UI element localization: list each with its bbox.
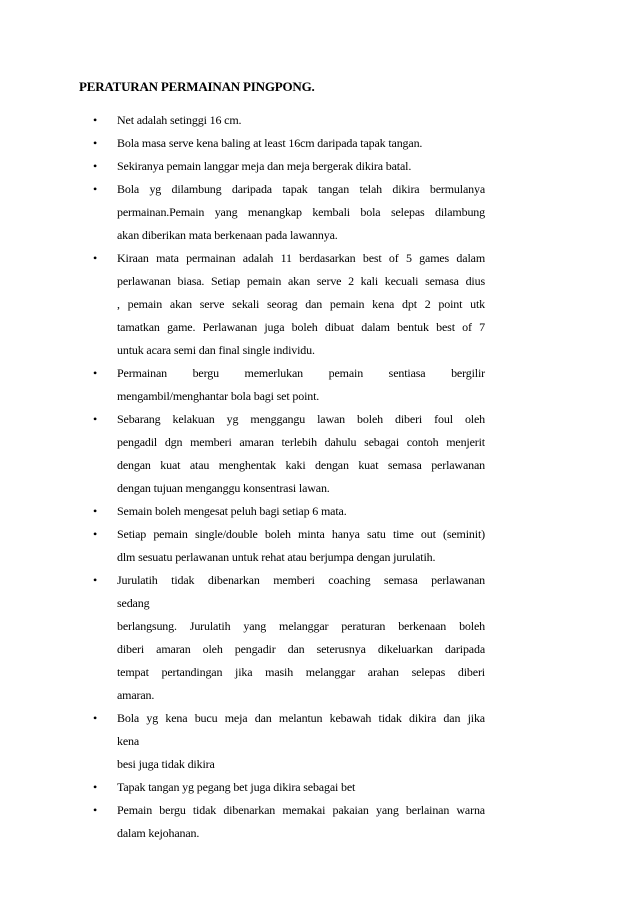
list-item-text-line: sedang xyxy=(117,596,150,610)
list-item xyxy=(93,707,485,776)
bullet-icon: • xyxy=(93,527,98,541)
list-item-text-line: untuk acara semi dan final single individu. xyxy=(117,343,315,357)
list-item-text-line: berlangsung. Jurulatih yang melanggar peraturan berkenaan boleh xyxy=(117,619,485,633)
bullet-icon: • xyxy=(93,780,98,794)
list-item-text-line: Pemain bergu tidak dibenarkan memakai pakaian yang berlainan warna xyxy=(117,803,485,817)
list-item-text-line: dalam kejohanan. xyxy=(117,826,200,840)
list-item-text-line: tamatkan game. Perlawanan juga boleh dibuat dalam bentuk best of 7 xyxy=(117,320,485,334)
list-item xyxy=(93,523,485,569)
list-item-text-line: Tapak tangan yg pegang bet juga dikira sebagai bet xyxy=(117,780,356,794)
list-item-text-line: Bola yg kena bucu meja dan melantun kebawah tidak dikira dan jika xyxy=(117,711,485,725)
bullet-icon: • xyxy=(93,182,98,196)
list-item-text-line: perlawanan biasa. Setiap pemain akan serve 2 kali kecuali semasa dius xyxy=(117,274,485,288)
list-item xyxy=(93,776,485,799)
list-item xyxy=(93,500,485,523)
list-item-text-line: kena xyxy=(117,734,140,748)
list-item xyxy=(93,799,485,845)
list-item xyxy=(93,569,485,707)
list-item-text-line: tempat pertandingan jika masih melanggar arahan selepas diberi xyxy=(117,665,485,679)
list-item xyxy=(93,247,485,362)
bullet-icon: • xyxy=(93,504,98,518)
list-item-text-line: Jurulatih tidak dibenarkan memberi coaching semasa perlawanan xyxy=(117,573,485,587)
bullet-icon: • xyxy=(93,803,98,817)
rules-list xyxy=(93,109,485,845)
bullet-icon: • xyxy=(93,251,98,265)
list-item-text-line: dengan tujuan menganggu konsentrasi lawan. xyxy=(117,481,330,495)
list-item-text-line: dlm sesuatu perlawanan untuk rehat atau berjumpa dengan jurulatih. xyxy=(117,550,436,564)
list-item-text-line: permainan.Pemain yang menangkap kembali bola selepas dilambung xyxy=(117,205,485,219)
list-item xyxy=(93,178,485,247)
list-item-text-line: mengambil/menghantar bola bagi set point. xyxy=(117,389,320,403)
list-item-text-line: Bola yg dilambung daripada tapak tangan telah dikira bermulanya xyxy=(117,182,485,196)
bullet-icon: • xyxy=(93,412,98,426)
list-item-text-line: Permainan bergu memerlukan pemain sentiasa bergilir xyxy=(117,366,485,380)
bullet-icon: • xyxy=(93,136,98,150)
list-item xyxy=(93,132,485,155)
bullet-icon: • xyxy=(93,711,98,725)
bullet-icon: • xyxy=(93,366,98,380)
list-item-text-line: Sekiranya pemain langgar meja dan meja bergerak dikira batal. xyxy=(117,159,412,173)
list-item-text-line: , pemain akan serve sekali seorag dan pemain kena dpt 2 point utk xyxy=(117,297,485,311)
list-item-text-line: Sebarang kelakuan yg menggangu lawan boleh diberi foul oleh xyxy=(117,412,485,426)
list-item-text-line: Net adalah setinggi 16 cm. xyxy=(117,113,242,127)
list-item-text-line: Semain boleh mengesat peluh bagi setiap 6 mata. xyxy=(117,504,347,518)
list-item-text-line: akan diberikan mata berkenaan pada lawannya. xyxy=(117,228,338,242)
list-item-text-line: diberi amaran oleh pengadir dan seterusnya dikeluarkan daripada xyxy=(117,642,485,656)
bullet-icon: • xyxy=(93,573,98,587)
list-item xyxy=(93,408,485,500)
list-item xyxy=(93,109,485,132)
list-item-text-line: Bola masa serve kena baling at least 16cm daripada tapak tangan. xyxy=(117,136,423,150)
list-item-text-line: Kiraan mata permainan adalah 11 berdasarkan best of 5 games dalam xyxy=(117,251,485,265)
list-item-text-line: besi juga tidak dikira xyxy=(117,757,215,771)
bullet-icon: • xyxy=(93,113,98,127)
list-item-text-line: amaran. xyxy=(117,688,155,702)
list-item-text-line: pengadil dgn memberi amaran terlebih dahulu sebagai contoh menjerit xyxy=(117,435,485,449)
document-title: PERATURAN PERMAINAN PINGPONG. xyxy=(79,79,315,94)
list-item xyxy=(93,362,485,408)
list-item-text-line: Setiap pemain single/double boleh minta hanya satu time out (seminit) xyxy=(117,527,485,541)
bullet-icon: • xyxy=(93,159,98,173)
list-item-text-line: dengan kuat atau menghentak kaki dengan kuat semasa perlawanan xyxy=(117,458,485,472)
list-item xyxy=(93,155,485,178)
